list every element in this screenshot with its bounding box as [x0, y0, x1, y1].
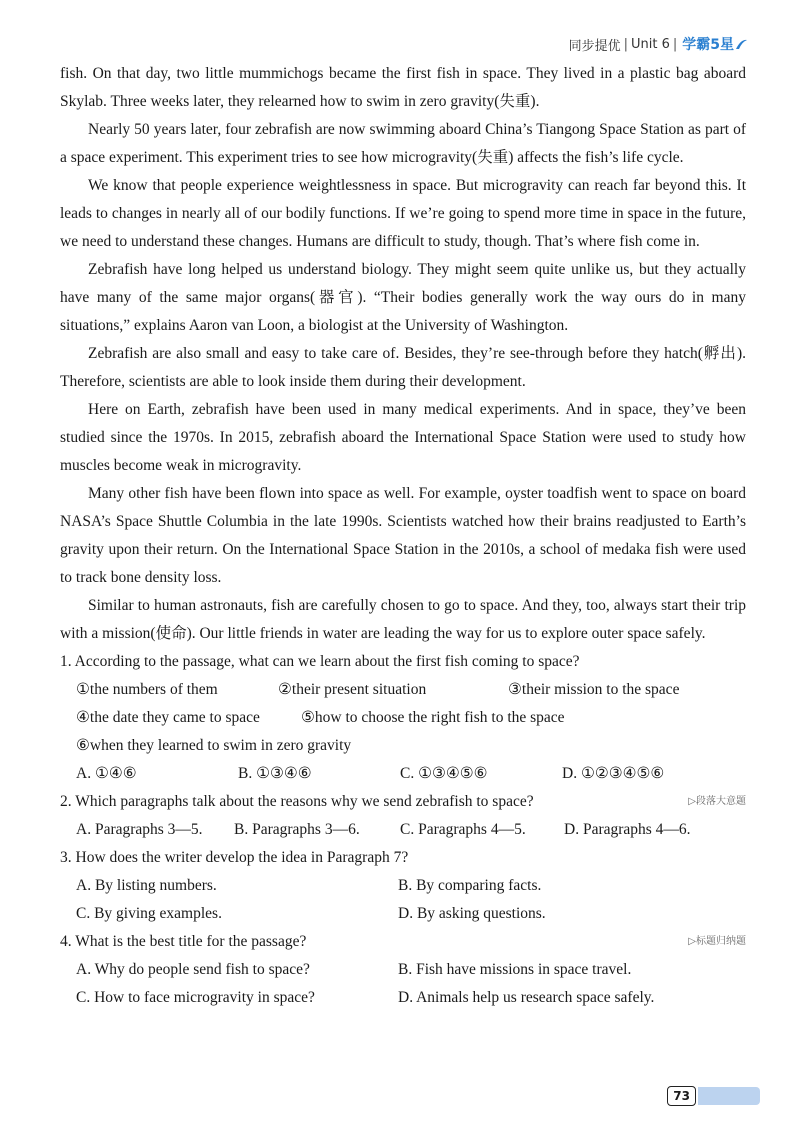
unit-label: Unit 6 [630, 36, 670, 52]
q1-item: ①the numbers of them [76, 681, 218, 698]
page-number: 73 [667, 1086, 696, 1106]
choice-d: D. Animals help us research space safely. [398, 989, 655, 1006]
q1-items-row [60, 704, 746, 732]
question-4 [60, 928, 746, 1012]
choice-d: D. By asking questions. [398, 905, 546, 922]
paragraph-7: Many other fish have been flown into space as well. For example, oyster toadfish went to space on board NASA’s Space Shuttle Columbia in the late 1990s. Scientists watched how their brains readjusted to Earth’s gravity upon their return. On the International Space Station in the 2010s, a school of medaka fish were used to track bone density loss. [60, 485, 746, 586]
page-number-bar [698, 1087, 760, 1105]
choice-c: C. ①③④⑤⑥ [400, 765, 488, 782]
paragraph-2: Nearly 50 years later, four zebrafish are now swimming aboard China’s Tiangong Space Station as part of a space experiment. This experiment tries to see how microgravity(失重) affects the fish’s life cycle. [60, 121, 746, 166]
header-separator: | [623, 36, 628, 52]
paragraph-6: Here on Earth, zebrafish have been used in many medical experiments. And in space, they’ve been studied since the 1970s. In 2015, zebrafish aboard the International Space Station were used to study how muscles become weak in microgravity. [60, 401, 746, 474]
q1-item: ⑥when they learned to swim in zero gravity [76, 737, 352, 754]
choice-d: D. Paragraphs 4—6. [564, 821, 691, 838]
q1-item: ③their mission to the space [508, 681, 680, 698]
choice-a: A. Paragraphs 3—5. [76, 821, 203, 838]
q1-item: ②their present situation [278, 681, 427, 698]
paragraph-5: Zebrafish are also small and easy to take care of. Besides, they’re see-through before they hatch(孵出). Therefore, scientists are able to look inside them during their development. [60, 345, 746, 390]
q3-choices [60, 872, 746, 900]
question-2 [60, 788, 746, 844]
choice-b: B. By comparing facts. [398, 877, 542, 894]
choice-b: B. ①③④⑥ [238, 765, 312, 782]
brand-logo: 学霸5星 [682, 37, 734, 53]
question-3 [60, 844, 746, 928]
paragraph-8: Similar to human astronauts, fish are carefully chosen to go to space. And they, too, always start their trip with a mission(使命). Our little friends in water are leading the way for us to explore outer space safely. [60, 597, 746, 642]
choice-b: B. Fish have missions in space travel. [398, 961, 632, 978]
question-stem: 3. How does the writer develop the idea in Paragraph 7? [60, 849, 409, 866]
choice-a: A. ①④⑥ [76, 765, 137, 782]
header-separator: | [672, 36, 678, 52]
q4-choices [60, 984, 746, 1012]
question-stem: 2. Which paragraphs talk about the reasons why we send zebrafish to space? [60, 793, 534, 810]
q1-items-row [60, 732, 746, 760]
paragraph-4: Zebrafish have long helped us understand biology. They might seem quite unlike us, but they actually have many of the same major organs(器官). “Their bodies generally work the way ours do in many situations,” explains Aaron van Loon, a biologist at the University of Washington. [60, 261, 746, 334]
q1-item: ④the date they came to space [76, 709, 260, 726]
choice-c: C. By giving examples. [76, 905, 222, 922]
choice-a: A. Why do people send fish to space? [76, 961, 310, 978]
choice-b: B. Paragraphs 3—6. [234, 821, 360, 838]
reading-passage [60, 60, 746, 1012]
question-type-tag: ▷标题归纳题 [688, 936, 746, 947]
page-number-badge [667, 1086, 760, 1106]
choice-a: A. By listing numbers. [76, 877, 217, 894]
choice-c: C. How to face microgravity in space? [76, 989, 315, 1006]
q1-items-row [60, 676, 746, 704]
q1-choices [60, 760, 746, 788]
paragraph-1: fish. On that day, two little mummichogs became the first fish in space. They lived in a plastic bag aboard Skylab. Three weeks later, they relearned how to swim in zero gravity(失重). [60, 65, 746, 110]
q2-choices [60, 816, 746, 844]
choice-d: D. ①②③④⑤⑥ [562, 765, 665, 782]
q3-choices [60, 900, 746, 928]
q4-choices [60, 956, 746, 984]
page-header [569, 34, 748, 54]
choice-c: C. Paragraphs 4—5. [400, 821, 526, 838]
q1-item: ⑤how to choose the right fish to the space [301, 709, 565, 726]
book-series-label: 同步提优 [568, 38, 621, 54]
paragraph-3: We know that people experience weightlessness in space. But microgravity can reach far beyond this. It leads to changes in nearly all of our bodily functions. If we’re going to spend more time in space in the future, we need to understand these changes. Humans are difficult to study, though. That’s where fish come in. [60, 177, 746, 250]
question-stem: 4. What is the best title for the passage? [60, 933, 307, 950]
question-type-tag: ▷段落大意题 [688, 796, 746, 807]
star-swoosh-icon [734, 37, 748, 51]
question-stem: 1. According to the passage, what can we learn about the first fish coming to space? [60, 653, 580, 670]
question-1 [60, 648, 746, 788]
